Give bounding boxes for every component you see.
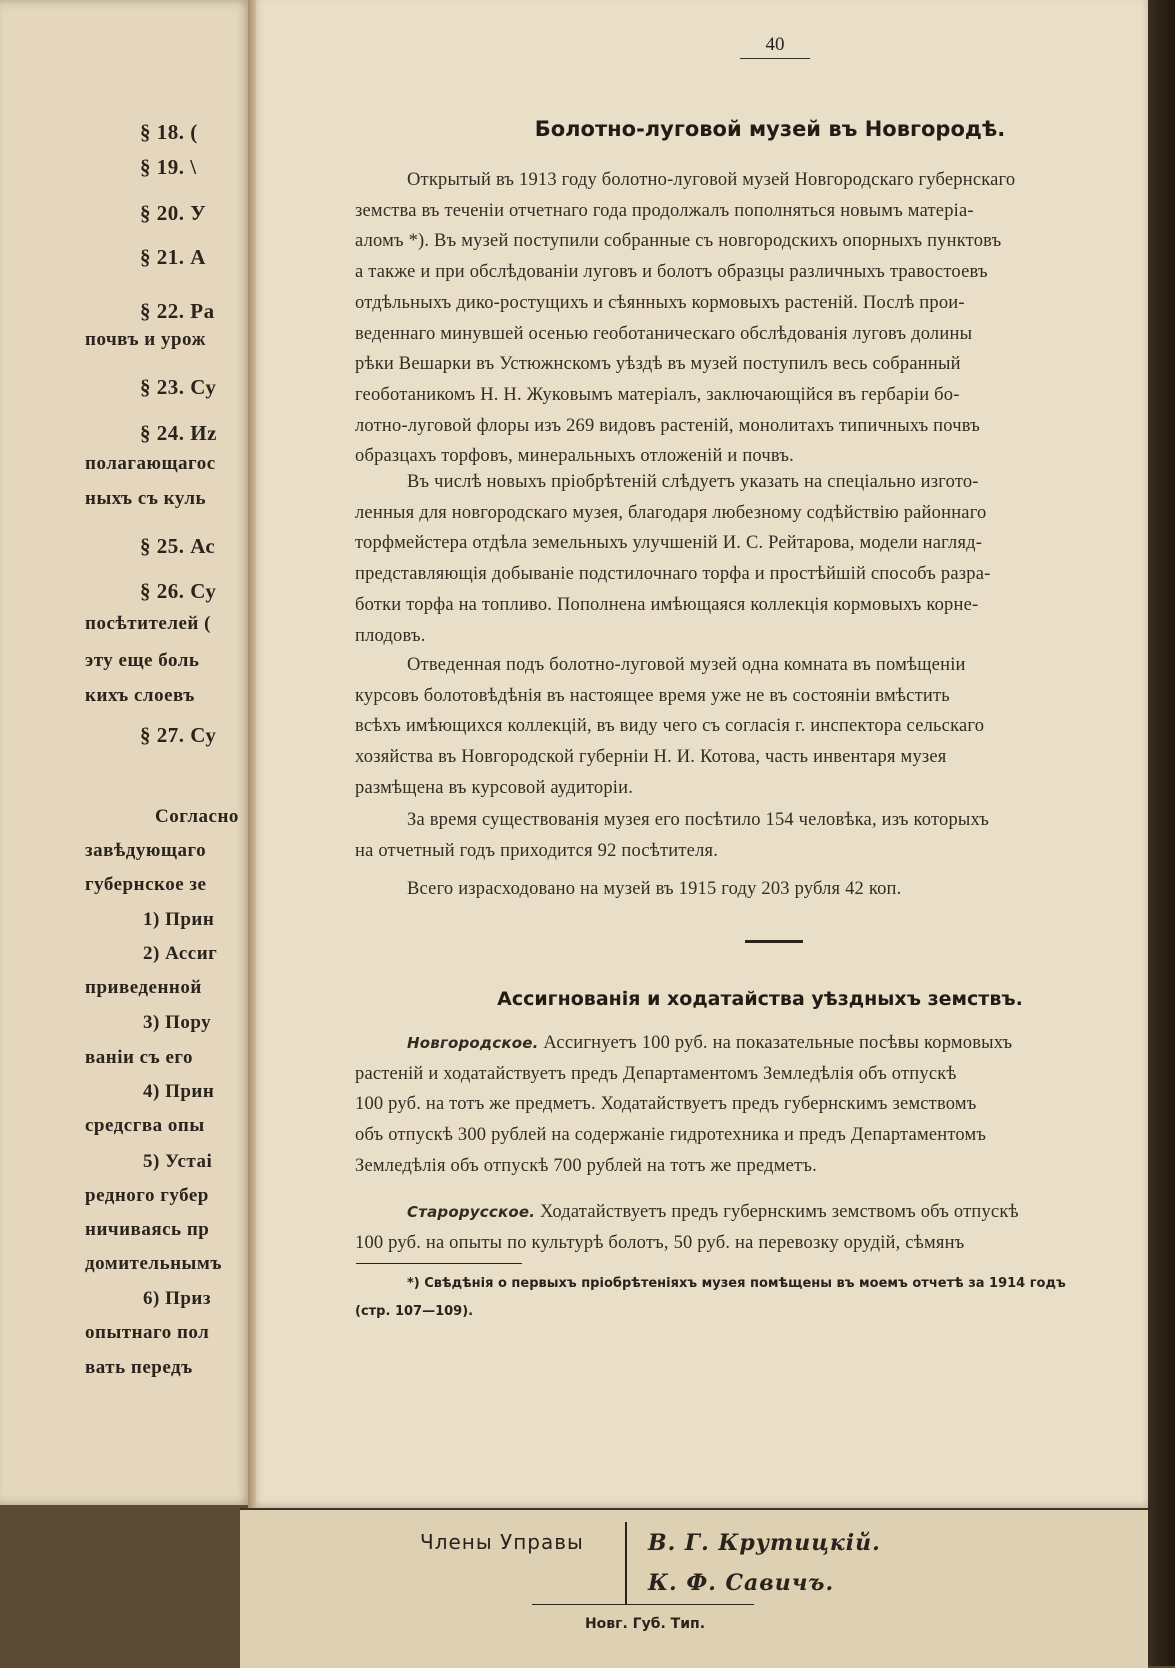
left-page-line: эту еще боль [85,650,200,671]
left-page-line: § 18. ( [140,120,198,144]
signature-member-1: В. Г. Крутицкій. [648,1530,881,1556]
text-line: рѣки Вешарки въ Устюжнскомъ уѣздѣ въ музей поступилъ весь собранный [355,354,961,375]
left-page-line: ваніи съ его [85,1047,194,1068]
text-line: Земледѣлія объ отпускѣ 700 рублей на тотъ же предметъ. [355,1155,817,1176]
text-line [355,1197,1160,1228]
text-line: аломъ *). Въ музей поступили собранные съ новгородскихъ опорныхъ пунктовъ [355,231,1002,252]
left-page-line: § 23. Су [140,375,217,399]
left-page-line: § 22. Ра [140,299,215,323]
paragraph-visitors [355,805,1160,866]
left-page-line: 5) Устаі [143,1151,213,1172]
left-page-line: § 19. \ [140,155,197,179]
section-title-museum: Болотно-луговой музей въ Новгородѣ. [534,117,1006,141]
text-line: Всего израсходовано на музей въ 1915 году 203 рубля 42 коп. [407,879,902,899]
paragraph-room [355,650,1160,804]
left-page-line: губернское зе [85,874,207,895]
paragraph-expenses [355,874,1160,905]
left-page-line: посѣтителей ( [85,613,211,634]
text-line: Открытый въ 1913 году болотно-луговой музей Новгородскаго губернскаго [407,170,1016,190]
left-page-line: § 26. Су [140,579,217,603]
district-name: Новгородское. [407,1034,539,1052]
paragraph-acquisitions [355,467,1160,651]
text-line: лотно-луговой флоры изъ 269 видовъ растеній, монолитахъ типичныхъ почвъ [355,415,980,436]
left-page-line: 3) Пору [143,1012,212,1033]
text-line-rest: Ходатайствуетъ предъ губернскимъ земствомъ объ отпускѣ [535,1202,1019,1222]
text-line: на отчетный годъ приходится 92 посѣтителя. [355,840,719,861]
text-line: хозяйства въ Новгородской губерніи Н. И. Котова, часть инвентаря музея [355,747,947,768]
text-line: За время существованія музея его посѣтило 154 человѣка, изъ которыхъ [407,810,990,830]
text-line: ботки торфа на топливо. Пополнена имѣющаяся коллекція кормовыхъ корне- [355,594,979,615]
signature-member-2: К. Ф. Савичъ. [648,1570,835,1596]
left-page-line: ничиваясь пр [85,1219,210,1240]
footnote-line: *) Свѣдѣнія о первыхъ пріобрѣтеніяхъ музея помѣщены въ моемъ отчетѣ за 1914 годъ [407,1276,1066,1291]
left-page-line: домительнымъ [85,1253,222,1274]
paragraph-staraya-russa [355,1197,1160,1258]
left-page-line: § 25. Ас [140,534,216,558]
text-line: отдѣльныхъ дико-ростущихъ и сѣянныхъ кормовыхъ растеній. Послѣ прои- [355,292,965,313]
district-name: Старорусское. [407,1203,536,1221]
text-line: веденнаго минувшей осенью геоботаническаго обслѣдованія луговъ долины [355,323,973,344]
footnote-line: (стр. 107—109). [355,1304,474,1319]
left-page-line: средсгва опы [85,1115,205,1136]
text-line: объ отпускѣ 300 рублей на содержаніе гидротехника и предъ Департаментомъ [355,1125,987,1146]
left-page-line: § 27. Су [140,723,217,747]
left-page-line: приведенной [85,977,202,998]
text-line: Отведенная подъ болотно-луговой музей одна комната въ помѣщеніи [407,655,966,675]
left-page-line: ныхъ съ куль [85,488,207,509]
paragraph-museum-intro [355,165,1160,472]
left-page-line: почвъ и урож [85,329,206,350]
text-line: 100 руб. на опыты по культурѣ болотъ, 50 руб. на перевозку орудій, сѣмянъ [355,1232,965,1253]
text-line: образцахъ торфовъ, минеральныхъ отложеній и почвъ. [355,446,794,467]
left-page [0,0,252,1505]
text-line: плодовъ. [355,625,426,646]
text-line: растеній и ходатайствуетъ предъ Департаментомъ Земледѣлія объ отпускѣ [355,1063,957,1084]
left-page-line: Согласно [155,806,239,827]
footnote [355,1270,1155,1326]
board-label: Члены Управы [420,1530,584,1554]
left-page-line: 4) Прин [143,1081,215,1102]
text-line: 100 руб. на тотъ же предметъ. Ходатайствуетъ предъ губернскимъ земствомъ [355,1094,977,1115]
left-page-line: 2) Ассиг [143,943,218,964]
paragraph-novgorod [355,1028,1160,1182]
footnote-rule [356,1263,522,1264]
text-line: торфмейстера отдѣла земельныхъ улучшеній И. С. Рейтарова, модели нагляд- [355,533,983,554]
printer-imprint: Новг. Губ. Тип. [584,1616,706,1632]
text-line: земства въ теченіи отчетнаго года продолжалъ пополняться новымъ матеріа- [355,200,974,221]
page-number: 40 [740,34,810,59]
left-page-line: кихъ слоевъ [85,685,195,706]
left-page-line: редного губер [85,1185,209,1206]
text-line: а также и при обслѣдованіи луговъ и болотъ образцы различныхъ травостоевъ [355,262,988,283]
text-line: представляющія добываніе подстилочнаго торфа и простѣйшій способъ разра- [355,564,991,585]
printer-rule [532,1604,754,1605]
text-line: всѣхъ имѣющихся коллекцій, въ виду чего съ согласія г. инспектора сельскаго [355,716,985,737]
left-page-line: 6) Приз [143,1288,212,1309]
text-line: геоботаникомъ Н. Н. Жуковымъ матеріалъ, заключающійся въ гербаріи бо- [355,384,960,405]
text-line: ленныя для новгородскаго музея, благодаря любезному содѣйствію районнаго [355,502,987,523]
text-line [355,1028,1160,1059]
left-page-line: § 24. Иz [140,421,217,445]
text-line: размѣщена въ курсовой аудиторіи. [355,777,634,798]
left-page-line: опытнаго пол [85,1322,210,1343]
left-page-line: § 20. У [140,201,207,225]
brace-line [625,1522,627,1604]
left-page-line: 1) Прин [143,909,215,930]
section-title-appropriations: Ассигнованія и ходатайства уѣздныхъ земствъ. [497,988,1023,1010]
left-page-line: § 21. А [140,245,206,269]
text-line: курсовъ болотовѣдѣнія въ настоящее время уже не въ состояніи вмѣстить [355,685,950,706]
left-page-line: завѣдующаго [85,840,207,861]
text-line: Въ числѣ новыхъ пріобрѣтеній слѣдуетъ указать на спеціально изгото- [407,472,979,492]
left-page-line: полагающагос [85,453,216,474]
text-line-rest: Ассигнуетъ 100 руб. на показательные посѣвы кормовыхъ [538,1033,1013,1053]
section-divider [745,940,803,943]
left-page-line: вать передъ [85,1357,193,1378]
